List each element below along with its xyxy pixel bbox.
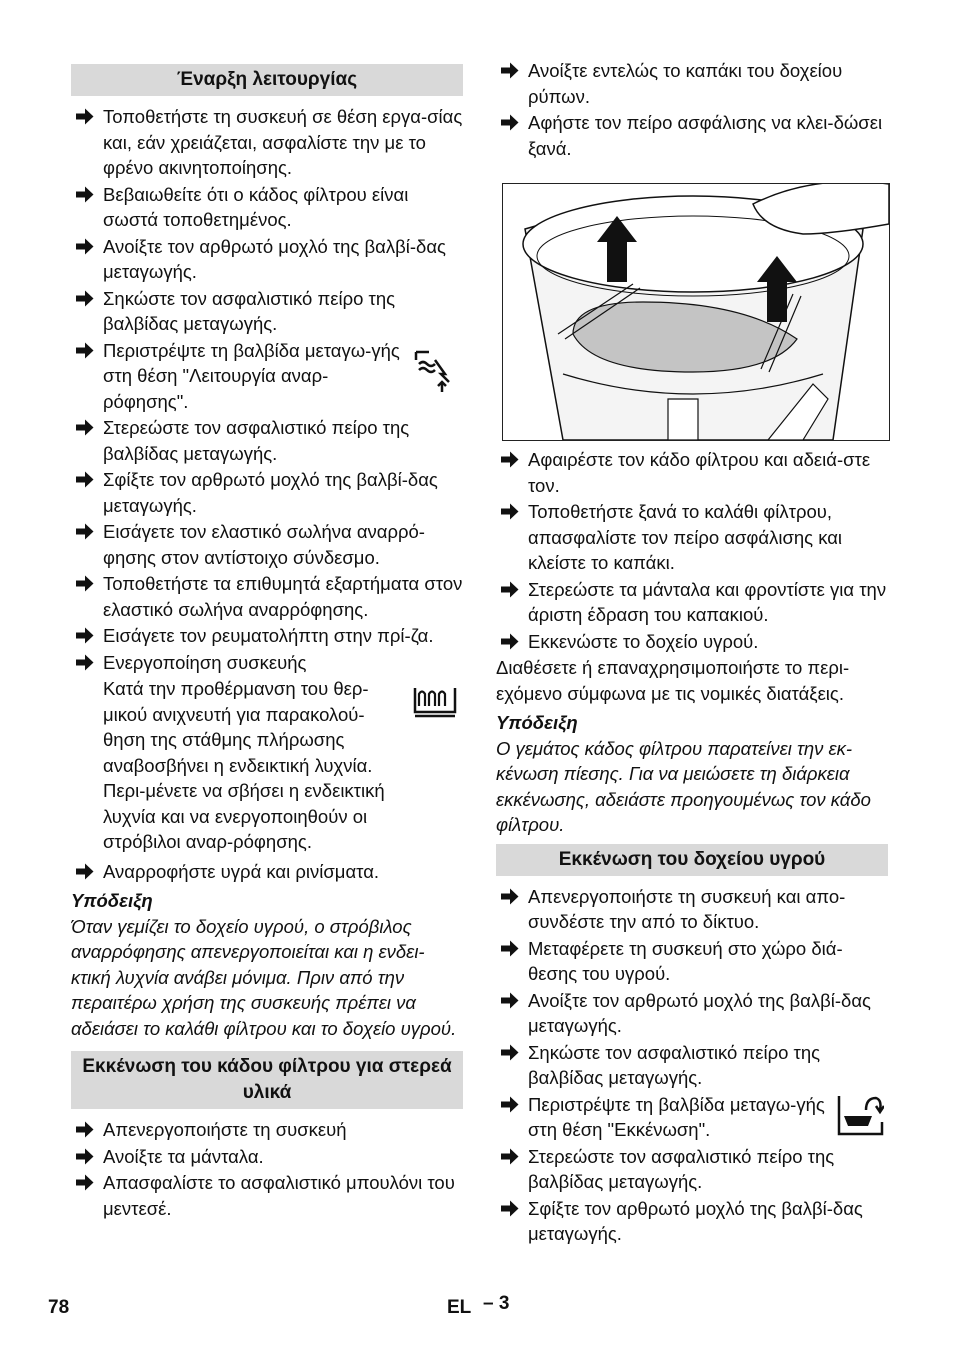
arrow-right-icon: [499, 988, 521, 1013]
arrow-right-icon: [74, 859, 96, 884]
note-text: Ο γεμάτος κάδος φίλτρου παρατείνει την εκ-κένωση πίεσης. Για να μειώσετε τη διάρκεια εκκένωσης, αδειάστε προηγουμένως τον κάδο φίλτρου.: [496, 737, 871, 835]
language-code: EL: [447, 1297, 472, 1318]
list-item: Βεβαιωθείτε ότι ο κάδος φίλτρου είναι σωστά τοποθετημένος.: [71, 182, 463, 233]
page-number: 78: [48, 1297, 70, 1318]
note-title: Υπόδειξη: [71, 890, 153, 911]
list-item: Περιστρέψτε τη βαλβίδα μεταγω-γής στη θέση "Λειτουργία αναρ-ρόφησης".: [71, 338, 463, 415]
suction-mode-icon: [411, 348, 459, 392]
arrow-right-icon: [499, 629, 521, 654]
list-item: Στερεώστε τον ασφαλιστικό πείρο της βαλβίδας μεταγωγής.: [71, 415, 463, 466]
list-item: Τοποθετήστε ξανά το καλάθι φίλτρου, απασφαλίστε τον πείρο ασφάλισης και κλείστε το καπάκι.: [496, 499, 888, 576]
list-item: Σφίξτε τον αρθρωτό μοχλό της βαλβί-δας μεταγωγής.: [496, 1196, 888, 1247]
left-column: [71, 58, 463, 1222]
note-title: Υπόδειξη: [496, 712, 578, 733]
heater-indicator-icon: [411, 678, 459, 722]
list-item: Ανοίξτε εντελώς το καπάκι του δοχείου ρύπων.: [496, 58, 888, 109]
arrow-right-icon: [74, 338, 96, 363]
list-item: Ενεργοποίηση συσκευής: [71, 650, 463, 676]
list-item: Σηκώστε τον ασφαλιστικό πείρο της βαλβίδας μεταγωγής.: [71, 286, 463, 337]
list-item: Ανοίξτε τον αρθρωτό μοχλό της βαλβί-δας μεταγωγής.: [71, 234, 463, 285]
list-item: Στερεώστε τα μάνταλα και φροντίστε για την άριστη έδραση του καπακιού.: [496, 577, 888, 628]
arrow-right-icon: [499, 499, 521, 524]
right-column: [496, 58, 888, 1248]
arrow-right-icon: [74, 1144, 96, 1169]
filter-container-illustration: [502, 183, 890, 441]
section-heading-empty-liquid: Εκκένωση του δοχείου υγρού: [496, 844, 888, 876]
arrow-right-icon: [499, 1196, 521, 1221]
arrow-right-icon: [499, 1040, 521, 1065]
drain-mode-icon: [836, 1092, 884, 1136]
arrow-right-icon: [74, 415, 96, 440]
list-item: Αναρροφήστε υγρά και ρινίσματα.: [71, 859, 463, 885]
arrow-right-icon: [74, 286, 96, 311]
preheat-paragraph: Κατά την προθέρμανση του θερ-μικού ανιχνευτή για παρακολού-θηση της στάθμης πλήρωσης αναβοσβήνει η ενδεικτική λυχνία. Περι-μένετε να σβήσει η ενδεικτική λυχνία και να ενεργοποιηθούν οι στρόβιλοι αναρ-ρόφησης.: [71, 676, 463, 855]
section-heading-empty-filter: Εκκένωση του κάδου φίλτρου για στερεά υλικά: [71, 1051, 463, 1109]
list-item: Σηκώστε τον ασφαλιστικό πείρο της βαλβίδας μεταγωγής.: [496, 1040, 888, 1091]
list-item: Τοποθετήστε τη συσκευή σε θέση εργα-σίας και, εάν χρειάζεται, ασφαλίστε την με το φρένο ακινητοποίησης.: [71, 104, 463, 181]
note-text: Όταν γεμίζει το δοχείο υγρού, ο στρόβιλος αναρρόφησης απενεργοποιείται και η ενδει-κτική λυχνία ανάβει μόνιμα. Πριν από την περαιτέρω χρήση της συσκευής πρέπει να αδειάσει το καλάθι φίλτρου και το δοχείο υγρού.: [71, 915, 457, 1039]
list-item: Απενεργοποιήστε τη συσκευή και απο-συνδέστε την από το δίκτυο.: [496, 884, 888, 935]
list-item: Ανοίξτε τον αρθρωτό μοχλό της βαλβί-δας μεταγωγής.: [496, 988, 888, 1039]
arrow-right-icon: [74, 104, 96, 129]
arrow-right-icon: [499, 884, 521, 909]
arrow-right-icon: [499, 447, 521, 472]
list-item: Σφίξτε τον αρθρωτό μοχλό της βαλβί-δας μεταγωγής.: [71, 467, 463, 518]
arrow-right-icon: [74, 1117, 96, 1142]
dispose-paragraph: Διαθέσετε ή επαναχρησιμοποιήστε το περι-εχόμενο σύμφωνα με τις νομικές διατάξεις.: [496, 657, 850, 704]
arrow-right-icon: [74, 571, 96, 596]
arrow-right-icon: [74, 467, 96, 492]
list-item: Εισάγετε τον ρευματολήπτη στην πρί-ζα.: [71, 623, 463, 649]
list-item: Μεταφέρετε τη συσκευή στο χώρο διά-θεσης του υγρού.: [496, 936, 888, 987]
list-item: Αφαιρέστε τον κάδο φίλτρου και αδειά-στε τον.: [496, 447, 888, 498]
list-item: Αφήστε τον πείρο ασφάλισης να κλει-δώσει ξανά.: [496, 110, 888, 161]
list-item: Εκκενώστε το δοχείο υγρού.: [496, 629, 888, 655]
arrow-right-icon: [74, 623, 96, 648]
arrow-right-icon: [74, 519, 96, 544]
arrow-right-icon: [499, 110, 521, 135]
arrow-right-icon: [74, 182, 96, 207]
arrow-right-icon: [499, 58, 521, 83]
arrow-right-icon: [74, 1170, 96, 1195]
arrow-right-icon: [499, 936, 521, 961]
list-item: Απασφαλίστε το ασφαλιστικό μπουλόνι του μεντεσέ.: [71, 1170, 463, 1221]
arrow-right-icon: [74, 650, 96, 675]
list-item: Ανοίξτε τα μάνταλα.: [71, 1144, 463, 1170]
list-item: Περιστρέψτε τη βαλβίδα μεταγω-γής στη θέση "Εκκένωση".: [496, 1092, 888, 1143]
section-number: – 3: [483, 1293, 510, 1314]
list-item: Εισάγετε τον ελαστικό σωλήνα αναρρό-φησης στον αντίστοιχο σύνδεσμο.: [71, 519, 463, 570]
arrow-right-icon: [74, 234, 96, 259]
list-item: Στερεώστε τον ασφαλιστικό πείρο της βαλβίδας μεταγωγής.: [496, 1144, 888, 1195]
section-heading-start: Έναρξη λειτουργίας: [71, 64, 463, 96]
arrow-right-icon: [499, 1144, 521, 1169]
list-item: Τοποθετήστε τα επιθυμητά εξαρτήματα στον ελαστικό σωλήνα αναρρόφησης.: [71, 571, 463, 622]
arrow-right-icon: [499, 1092, 521, 1117]
list-item: Απενεργοποιήστε τη συσκευή: [71, 1117, 463, 1143]
container-drawing: [503, 184, 889, 440]
arrow-right-icon: [499, 577, 521, 602]
